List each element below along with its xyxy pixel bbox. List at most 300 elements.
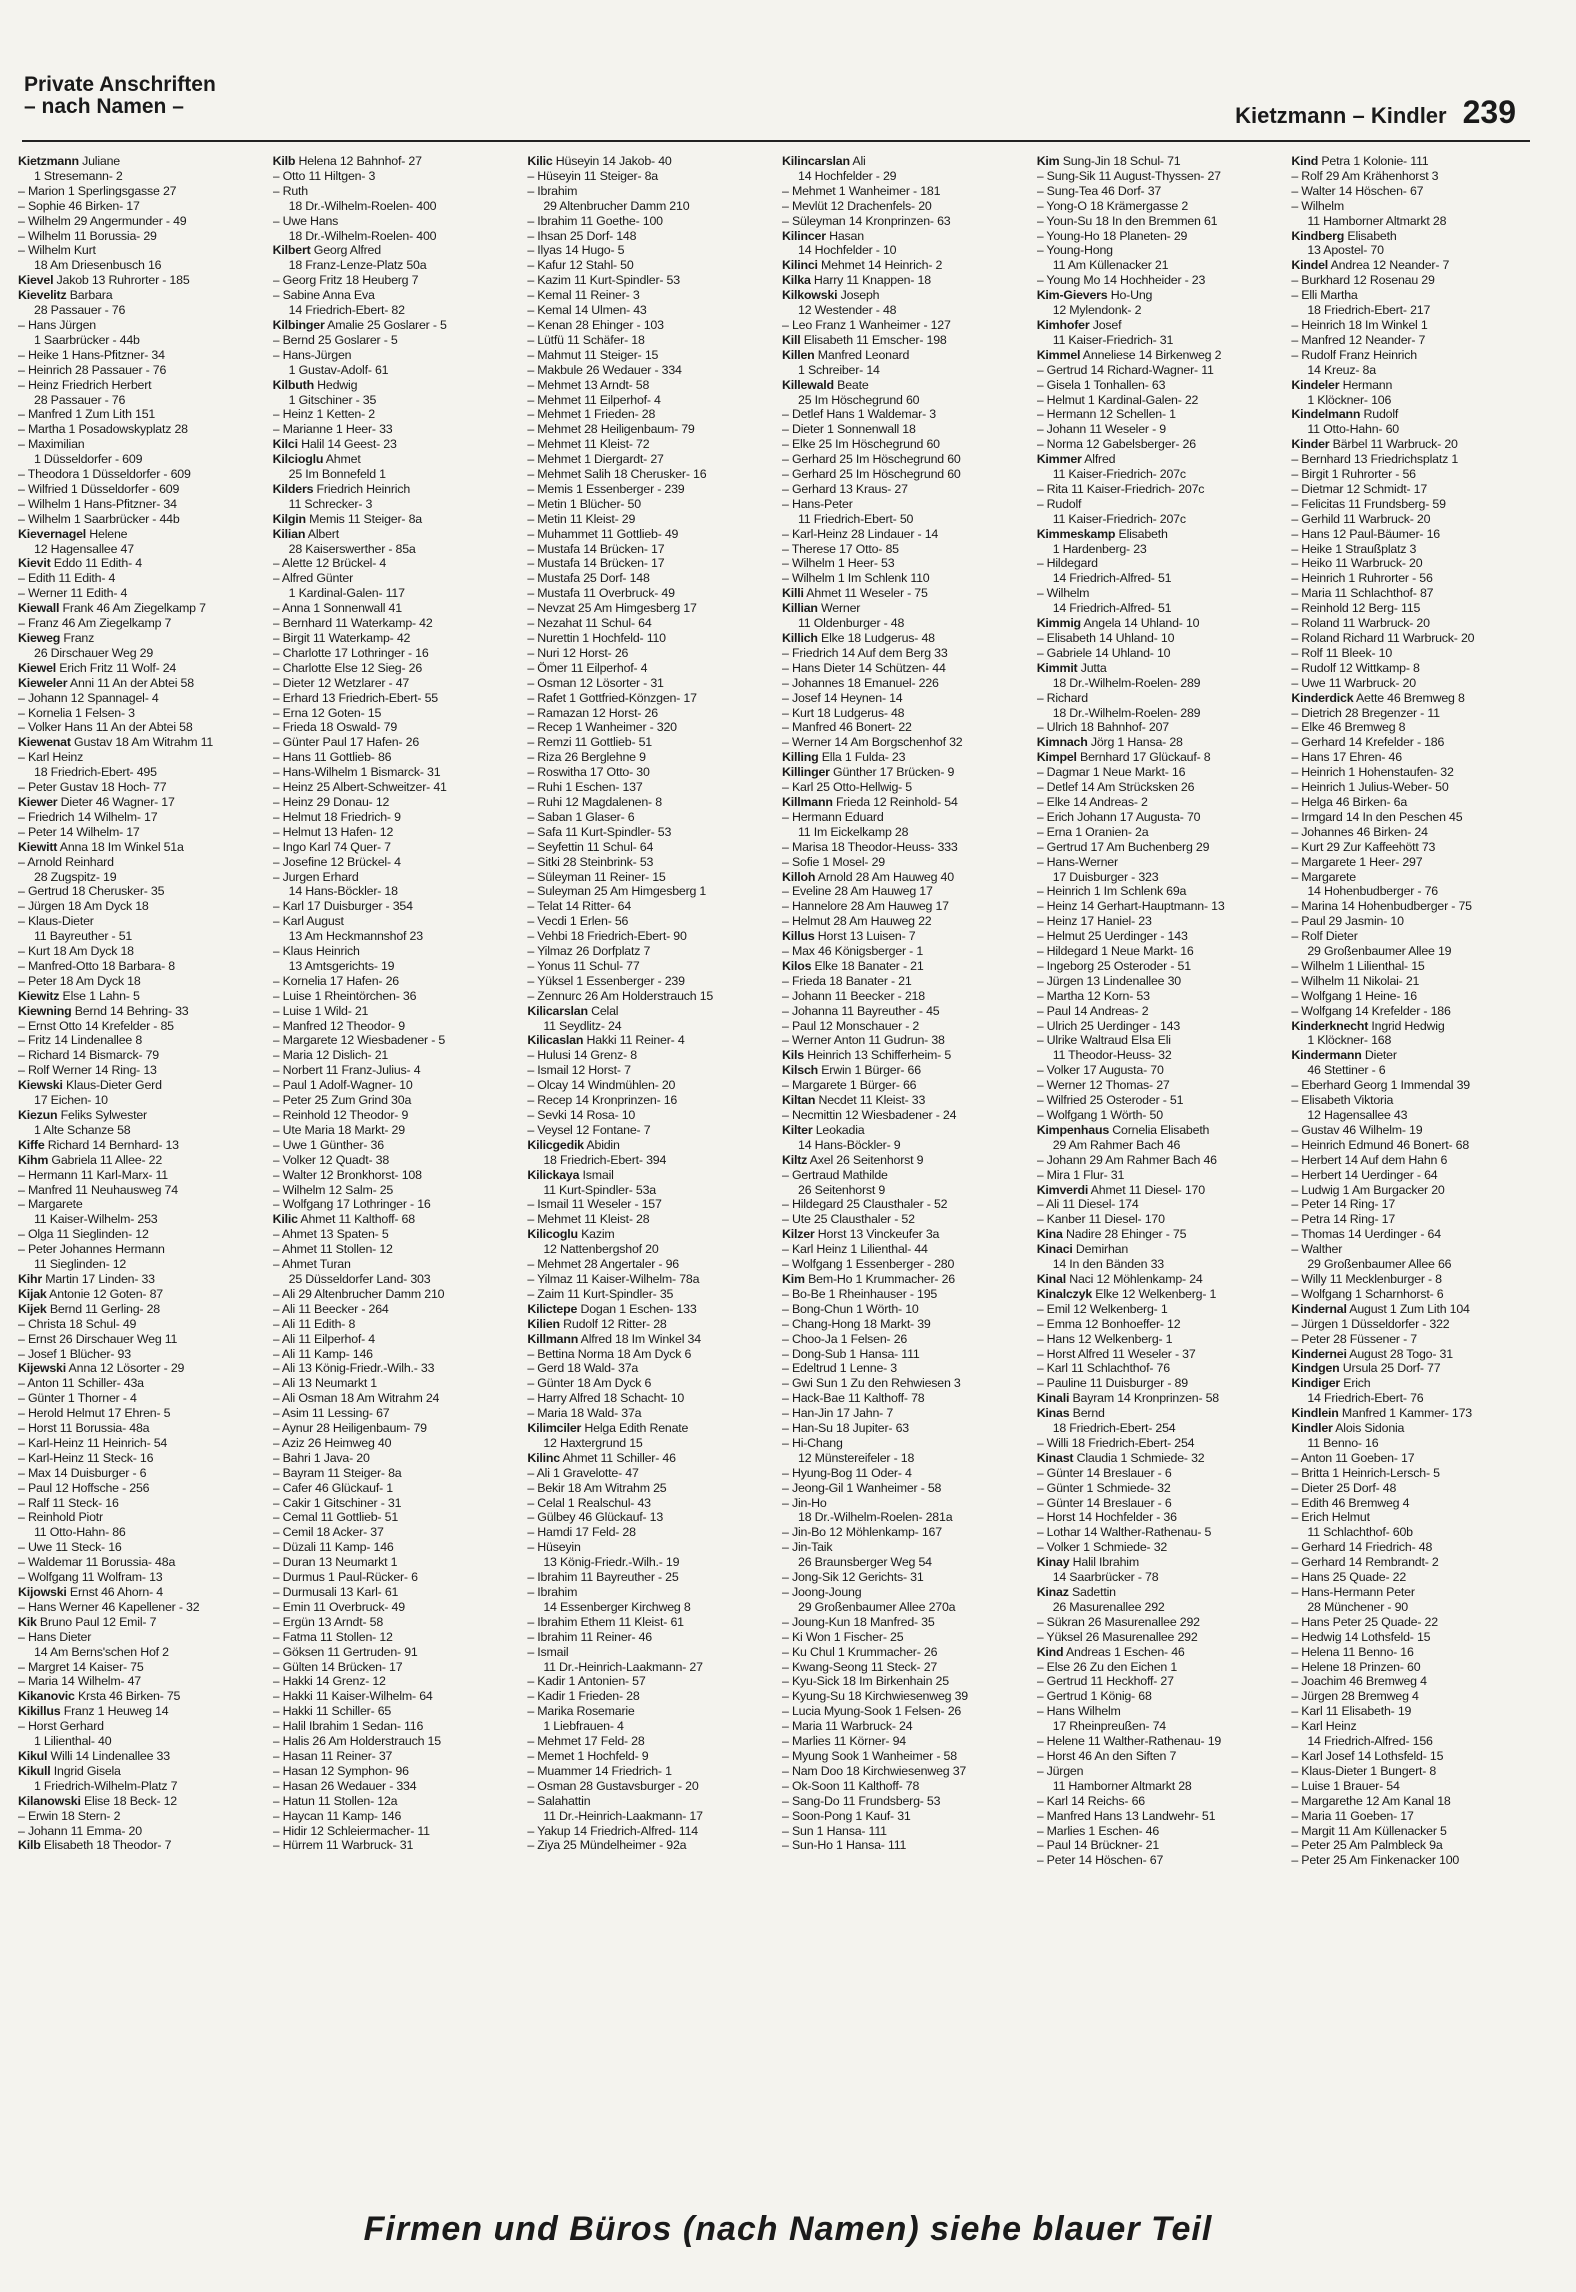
entry-details: Lucia Myung-Sook 1 Felsen- 26	[791, 1704, 962, 1719]
dash-marker: –	[782, 675, 792, 690]
dash-marker: –	[272, 1778, 283, 1793]
dash-marker: –	[1291, 809, 1302, 824]
sub-entry	[18, 348, 265, 363]
entry-details: Karl-Heinz 11 Steck- 16	[27, 1450, 154, 1465]
sub-entry	[1037, 884, 1284, 899]
dash-marker: –	[272, 1346, 282, 1361]
entry-details: Salahattin	[537, 1793, 591, 1808]
surname-entry	[1291, 378, 1538, 393]
dash-marker: –	[1291, 198, 1302, 213]
sub-entry	[273, 184, 520, 199]
surname: Kihm	[18, 1152, 49, 1167]
entry-details: Horst 14 Hochfelder - 36	[1046, 1510, 1177, 1525]
entry-details: Paul 1 Adolf-Wagner- 10	[282, 1078, 413, 1093]
address-continuation: 17 Duisburger - 323	[1052, 869, 1159, 884]
entry-details: Ali 11 Beecker - 264	[281, 1301, 389, 1316]
sub-entry	[273, 169, 520, 184]
entry-details: Hans 25 Quade- 22	[1301, 1570, 1407, 1585]
dash-marker: –	[272, 1719, 283, 1734]
entry-details: Vecdi 1 Erlen- 56	[537, 914, 629, 929]
surname: Kilinc	[527, 1450, 560, 1465]
entry-details: Gerd 18 Wald- 37a	[537, 1361, 639, 1376]
sub-entry	[527, 914, 774, 929]
sub-entry	[273, 1525, 520, 1540]
entry-details: Ella 1 Fulda- 23	[818, 750, 906, 765]
sub-entry	[273, 1168, 520, 1183]
dash-marker: –	[782, 1078, 792, 1093]
dash-marker: –	[272, 1257, 282, 1272]
dash-marker: –	[1036, 377, 1047, 392]
sub-entry	[18, 1451, 265, 1466]
sub-entry	[273, 1093, 520, 1108]
dash-marker: –	[527, 944, 538, 959]
dash-marker: –	[18, 1480, 28, 1495]
dash-marker: –	[527, 1361, 538, 1376]
entry-details: Joong-Joung	[791, 1585, 862, 1599]
entry-details: Seyfettin 11 Schul- 64	[537, 839, 654, 854]
surname-entry	[18, 1153, 265, 1168]
address-continuation: 11 Oldenburger - 48	[798, 616, 905, 631]
entry-details: Naci 12 Möhlenkamp- 24	[1065, 1271, 1203, 1286]
entry-details: Elisabeth	[1344, 228, 1397, 243]
entry-details: Roland 11 Warbruck- 20	[1301, 616, 1430, 631]
entry-details: Bernhard 17 Glückauf- 8	[1076, 750, 1211, 765]
surname-entry	[782, 273, 1029, 288]
entry-details: Ismail 12 Horst- 7	[537, 1063, 631, 1078]
entry-details: Heinrich Edmund 46 Bonert- 68	[1301, 1137, 1470, 1152]
entry-details: Kanber 11 Diesel- 170	[1046, 1212, 1165, 1227]
dash-marker: –	[1291, 541, 1302, 556]
entry-details: Cafer 46 Glückauf- 1	[282, 1480, 393, 1495]
section-heading	[24, 74, 216, 118]
sub-entry	[1037, 1689, 1284, 1704]
entry-details: Telat 14 Ritter- 64	[537, 899, 632, 914]
surname: Kilimciler	[527, 1421, 582, 1436]
sub-entry	[527, 1496, 774, 1511]
sub-entry	[527, 1689, 774, 1704]
dash-marker: –	[782, 645, 792, 660]
entry-details: Bernd 14 Behring- 33	[71, 1003, 189, 1018]
sub-entry	[1291, 1585, 1538, 1600]
sub-entry	[273, 1674, 520, 1689]
dash-marker: –	[527, 645, 538, 660]
surname-entry	[18, 795, 265, 810]
address-continuation: 12 Nattenbergshof 20	[543, 1242, 659, 1257]
surname-entry	[273, 1212, 520, 1227]
entry-details: Choo-Ja 1 Felsen- 26	[791, 1331, 908, 1346]
sub-entry	[782, 556, 1029, 571]
sub-entry	[1037, 959, 1284, 974]
address-continuation: 11 Kurt-Spindler- 53a	[543, 1182, 657, 1197]
surname-entry	[782, 378, 1029, 393]
dash-marker: –	[272, 660, 283, 675]
dash-marker: –	[1036, 198, 1047, 213]
surname-entry	[1037, 1242, 1284, 1257]
dash-marker: –	[782, 1570, 792, 1585]
sub-entry	[1291, 750, 1538, 765]
sub-entry	[1291, 1197, 1538, 1212]
sub-entry	[1037, 1809, 1284, 1824]
sub-entry	[527, 333, 774, 348]
dash-marker: –	[1291, 1078, 1302, 1093]
sub-entry	[273, 1257, 520, 1272]
entry-details: Arnold Reinhard	[27, 854, 114, 869]
dash-marker: –	[1036, 437, 1047, 452]
sub-entry	[527, 780, 774, 795]
surname-entry	[1291, 1048, 1538, 1063]
address-continuation: 18 Dr.-Wilhelm-Roelen- 400	[288, 228, 437, 243]
entry-details: Hannelore 28 Am Hauweg 17	[791, 899, 949, 914]
surname-entry	[273, 318, 520, 333]
address-continuation: 11 Kaiser-Wilhelm- 253	[34, 1212, 158, 1227]
dash-marker: –	[1291, 1495, 1302, 1510]
dash-marker: –	[527, 1122, 538, 1137]
dash-marker: –	[782, 1748, 792, 1763]
dash-marker: –	[782, 571, 792, 586]
entry-details: Helga Edith Renate	[581, 1421, 689, 1436]
sub-entry	[1037, 1630, 1284, 1645]
entry-details: Günther 17 Brücken- 9	[829, 765, 955, 780]
surname-entry	[1037, 750, 1284, 765]
dash-marker: –	[527, 1838, 538, 1853]
entry-details: Günter 18 Am Dyck 6	[537, 1376, 652, 1391]
entry-details: Paul 12 Hoffsche - 256	[27, 1480, 150, 1495]
dash-marker: –	[782, 1808, 792, 1823]
entry-details: Rolf 11 Bleek- 10	[1301, 645, 1393, 660]
dash-marker: –	[18, 705, 28, 720]
entry-details: Ahmet Turan	[281, 1257, 351, 1272]
entry-details: Wilhelm	[1046, 586, 1090, 601]
sub-entry	[782, 422, 1029, 437]
entry-details: Ahmet	[323, 452, 361, 467]
dash-marker: –	[782, 317, 792, 332]
entry-details: Peter Gustav 18 Hoch- 77	[27, 780, 167, 795]
dash-marker: –	[782, 1704, 792, 1719]
sub-entry	[527, 348, 774, 363]
sub-entry	[782, 1689, 1029, 1704]
dash-marker: –	[527, 1778, 538, 1793]
sub-entry	[1291, 1272, 1538, 1287]
entry-details: Walter 14 Höschen- 67	[1301, 183, 1424, 198]
dash-marker: –	[1291, 1450, 1301, 1465]
dash-marker: –	[527, 705, 538, 720]
surname: Kilzer	[782, 1227, 815, 1242]
sub-entry	[782, 855, 1029, 870]
sub-entry	[782, 720, 1029, 735]
entry-details: Yilmaz 11 Kaiser-Wilhelm- 78a	[537, 1271, 700, 1286]
dash-marker: –	[1291, 168, 1302, 183]
surname: Kinalczyk	[1036, 1286, 1093, 1301]
dash-marker: –	[272, 705, 283, 720]
dash-marker: –	[782, 1778, 792, 1793]
dash-marker: –	[18, 1659, 28, 1674]
entry-details: Sun 1 Hansa- 111	[791, 1823, 887, 1838]
address-continuation: 13 Apostel- 70	[1307, 243, 1384, 258]
entry-details: Heinrich 1 Hohenstaufen- 32	[1301, 765, 1454, 780]
dash-marker: –	[272, 690, 283, 705]
sub-entry	[273, 1048, 520, 1063]
dash-marker: –	[782, 1734, 792, 1749]
dash-marker: –	[782, 183, 792, 198]
entry-details: Reinhold 12 Berg- 115	[1301, 601, 1421, 616]
dash-marker: –	[527, 168, 538, 183]
entry-details: Safa 11 Kurt-Spindler- 53	[537, 824, 672, 839]
sub-entry	[527, 527, 774, 542]
sub-entry	[1291, 989, 1538, 1004]
surname: Kilic	[272, 1212, 298, 1227]
entry-details: Hans Werner 46 Kapellener - 32	[27, 1599, 200, 1614]
entry-details: Werner	[817, 601, 861, 616]
surname: Kindberg	[1291, 228, 1345, 243]
address-continuation: 18 Friedrich-Ebert- 217	[1307, 303, 1431, 318]
dash-marker: –	[527, 854, 538, 869]
entry-details: Axel 26 Seitenhorst 9	[807, 1152, 924, 1167]
entry-details: Birgit 1 Ruhrorter - 56	[1301, 467, 1416, 482]
sub-entry	[273, 1078, 520, 1093]
surname: Kindeler	[1291, 377, 1340, 392]
dash-marker: –	[527, 1644, 538, 1659]
address-continuation: 14 Friedrich-Alfred- 156	[1307, 1734, 1433, 1749]
entry-details: Chang-Hong 18 Markt- 39	[791, 1316, 931, 1331]
surname: Kilter	[782, 1122, 813, 1137]
entry-details: Helene 11 Walther-Rathenau- 19	[1046, 1734, 1222, 1749]
surname-entry	[1037, 1183, 1284, 1198]
entry-details: Hamdi 17 Feld- 28	[537, 1525, 636, 1540]
dash-marker: –	[1036, 1376, 1047, 1391]
dash-marker: –	[1291, 467, 1302, 482]
surname: Kikul	[18, 1748, 48, 1763]
surname-entry	[1037, 154, 1284, 169]
dash-marker: –	[18, 586, 28, 601]
dash-marker: –	[527, 1346, 538, 1361]
sub-entry	[1291, 169, 1538, 184]
dash-marker: –	[1036, 1763, 1047, 1778]
dash-marker: –	[272, 1018, 283, 1033]
entry-details: Wilhelm 1 Im Schlenk 110	[791, 571, 930, 586]
entry-details: Eveline 28 Am Hauweg 17	[791, 884, 933, 899]
entry-details: Aette 46 Bremweg 8	[1353, 690, 1465, 705]
entry-details: Hans 17 Ehren- 46	[1301, 750, 1402, 765]
dash-marker: –	[1291, 317, 1302, 332]
sub-entry	[527, 1674, 774, 1689]
address-continuation: 14 In den Bänden 33	[1052, 1257, 1164, 1272]
dash-marker: –	[1291, 765, 1302, 780]
sub-entry	[273, 1302, 520, 1317]
entry-details: Margarete	[1301, 869, 1356, 884]
sub-entry	[527, 1391, 774, 1406]
dash-marker: –	[272, 1450, 283, 1465]
dash-marker: –	[1291, 824, 1302, 839]
entry-details: Margarete 12 Wiesbadener - 5	[282, 1033, 446, 1048]
sub-entry	[18, 1347, 265, 1362]
sub-entry	[527, 1764, 774, 1779]
surname: Killian	[782, 601, 818, 616]
entry-details: Rudolf Franz Heinrich	[1301, 347, 1417, 362]
sub-entry	[273, 1242, 520, 1257]
entry-details: Youn-Su 18 In den Bremmen 61	[1046, 213, 1218, 228]
entry-details: Süleyman 11 Reiner- 15	[537, 869, 666, 884]
surname: Kinaz	[1036, 1585, 1069, 1599]
entry-details: Harry 11 Knappen- 18	[810, 273, 931, 288]
surname-entry	[782, 795, 1029, 810]
surname-entry	[782, 765, 1029, 780]
dash-marker: –	[272, 988, 283, 1003]
sub-entry	[1037, 1108, 1284, 1123]
dash-marker: –	[527, 794, 538, 809]
dash-marker: –	[1291, 1197, 1302, 1212]
address-continuation: 11 Kaiser-Friedrich- 207c	[1052, 467, 1186, 482]
entry-details: Frieda 12 Reinhold- 54	[832, 794, 958, 809]
entry-details: Paul 12 Monschauer - 2	[791, 1018, 920, 1033]
sub-entry	[1291, 1645, 1538, 1660]
sub-entry	[18, 512, 265, 527]
address-continuation: 11 Otto-Hahn- 60	[1307, 422, 1399, 437]
surname: Kindlein	[1291, 1406, 1339, 1421]
dash-marker: –	[527, 288, 538, 303]
surname: Kinderknecht	[1291, 1018, 1369, 1033]
surname: Kilicoglu	[527, 1227, 578, 1242]
dash-marker: –	[782, 735, 792, 750]
dash-marker: –	[527, 467, 538, 482]
entry-details: Erich Helmut	[1301, 1510, 1370, 1525]
sub-entry	[527, 840, 774, 855]
address-continuation: 1 Gitschiner - 35	[288, 392, 377, 407]
sub-entry	[1037, 780, 1284, 795]
surname-entry	[782, 1123, 1029, 1138]
sub-entry	[1291, 1630, 1538, 1645]
dash-marker: –	[527, 899, 538, 914]
dash-marker: –	[1291, 780, 1302, 795]
sub-entry	[1291, 1838, 1538, 1853]
surname: Kim	[1036, 154, 1060, 168]
entry-details: Nuri 12 Horst- 26	[537, 645, 629, 660]
page-range-header	[1235, 94, 1516, 131]
entry-details: Manfred 12 Theodor- 9	[282, 1018, 405, 1033]
sub-entry	[18, 1436, 265, 1451]
sub-entry	[1291, 1332, 1538, 1347]
sub-entry	[273, 214, 520, 229]
entry-details: Volker Hans 11 An der Abtei 58	[27, 720, 193, 735]
sub-entry	[527, 1466, 774, 1481]
entry-details: Helmut 18 Friedrich- 9	[282, 809, 401, 824]
surname-entry	[782, 154, 1029, 169]
entry-details: Wilhelm 12 Salm- 25	[282, 1182, 394, 1197]
surname: Kindernei	[1291, 1346, 1347, 1361]
surname-entry	[527, 1451, 774, 1466]
surname-entry	[18, 601, 265, 616]
surname: Kindler	[1291, 1421, 1333, 1436]
entry-details: Recep 1 Wanheimer - 320	[537, 720, 677, 735]
entry-details: Abidin	[583, 1137, 620, 1152]
surname-entry	[18, 1794, 265, 1809]
surname-entry	[18, 1004, 265, 1019]
entry-details: Ali 13 Neumarkt 1	[281, 1376, 377, 1391]
entry-details: Manfred 1 Kammer- 173	[1338, 1406, 1472, 1421]
sub-entry	[527, 795, 774, 810]
sub-entry	[18, 1421, 265, 1436]
entry-details: Horst 46 An den Siften 7	[1046, 1748, 1177, 1763]
entry-details: Friedrich 14 Wilhelm- 17	[27, 809, 158, 824]
sub-entry	[1291, 840, 1538, 855]
address-continuation: 1 Stresemann- 2	[34, 168, 123, 183]
sub-entry	[1037, 1197, 1284, 1212]
sub-entry	[1291, 616, 1538, 631]
entry-details: Süleyman 14 Kronprinzen- 63	[791, 213, 951, 228]
surname-entry	[273, 437, 520, 452]
entry-details: Peter 14 Höschen- 67	[1046, 1853, 1164, 1868]
entry-details: Bekir 18 Am Witrahm 25	[537, 1480, 667, 1495]
entry-details: Marika Rosemarie	[537, 1704, 635, 1719]
surname: Kilicgedik	[527, 1137, 584, 1152]
sub-entry	[273, 1436, 520, 1451]
sub-entry	[1037, 1093, 1284, 1108]
sub-entry	[18, 1197, 265, 1212]
entry-details: Nevzat 25 Am Himgesberg 17	[537, 601, 697, 616]
sub-entry	[1291, 199, 1538, 214]
entry-details: Josef	[1089, 317, 1122, 332]
sub-entry	[1037, 1525, 1284, 1540]
entry-details: Friedrich Heinrich	[313, 481, 411, 496]
surname-entry	[1291, 691, 1538, 706]
entry-details: Bong-Chun 1 Wörth- 10	[791, 1301, 919, 1316]
entry-details: Saban 1 Glaser- 6	[537, 809, 635, 824]
surname: Kimmeskamp	[1036, 526, 1116, 541]
dash-marker: –	[1036, 1152, 1047, 1167]
entry-details: August 1 Zum Lith 104	[1346, 1301, 1470, 1316]
dash-marker: –	[18, 377, 28, 392]
surname: Kieweler	[18, 675, 68, 690]
sub-entry	[782, 914, 1029, 929]
entry-details: Osman 28 Gustavsburger - 20	[537, 1778, 699, 1793]
entry-details: Elke 25 Im Höschegrund 60	[791, 437, 940, 452]
dash-marker: –	[527, 243, 538, 258]
entry-details: Heinrich 1 Julius-Weber- 50	[1301, 780, 1449, 795]
surname: Kim-Gievers	[1036, 288, 1108, 303]
surname-entry	[782, 229, 1029, 244]
dash-marker: –	[18, 750, 28, 765]
sub-entry	[273, 1570, 520, 1585]
dash-marker: –	[272, 1689, 283, 1704]
dash-marker: –	[527, 586, 538, 601]
entry-details: Hans-Jürgen	[282, 347, 352, 362]
address-continuation: 14 Friedrich-Ebert- 76	[1307, 1391, 1424, 1406]
entry-details: Durmus 1 Paul-Rücker- 6	[282, 1570, 418, 1585]
entry-details: Detlef 14 Am Strücksken 26	[1046, 780, 1195, 795]
entry-details: Johann 11 Emma- 20	[27, 1823, 142, 1838]
surname-entry	[18, 556, 265, 571]
sub-entry	[273, 661, 520, 676]
surname: Kill	[782, 332, 801, 347]
entry-details: Han-Su 18 Jupiter- 63	[791, 1421, 909, 1436]
entry-details: Arnold 28 Am Hauweg 40	[815, 869, 954, 884]
sub-entry	[1291, 333, 1538, 348]
sub-entry	[1037, 1794, 1284, 1809]
surname-entry	[1291, 437, 1538, 452]
entry-details: Alois Sidonia	[1332, 1421, 1405, 1436]
surname-entry	[1291, 229, 1538, 244]
entry-details: Frank 46 Am Ziegelkamp 7	[59, 601, 206, 616]
dash-marker: –	[782, 988, 792, 1003]
sub-entry	[1291, 527, 1538, 542]
sub-entry	[1291, 452, 1538, 467]
entry-details: Heinz 14 Gerhart-Hauptmann- 13	[1046, 899, 1225, 914]
surname-entry	[527, 1332, 774, 1347]
dash-marker: –	[272, 765, 283, 780]
entry-details: Hakki 11 Reiner- 4	[583, 1033, 685, 1048]
dash-marker: –	[1291, 794, 1302, 809]
surname: Kiewitt	[18, 839, 58, 854]
dash-marker: –	[272, 1838, 283, 1853]
